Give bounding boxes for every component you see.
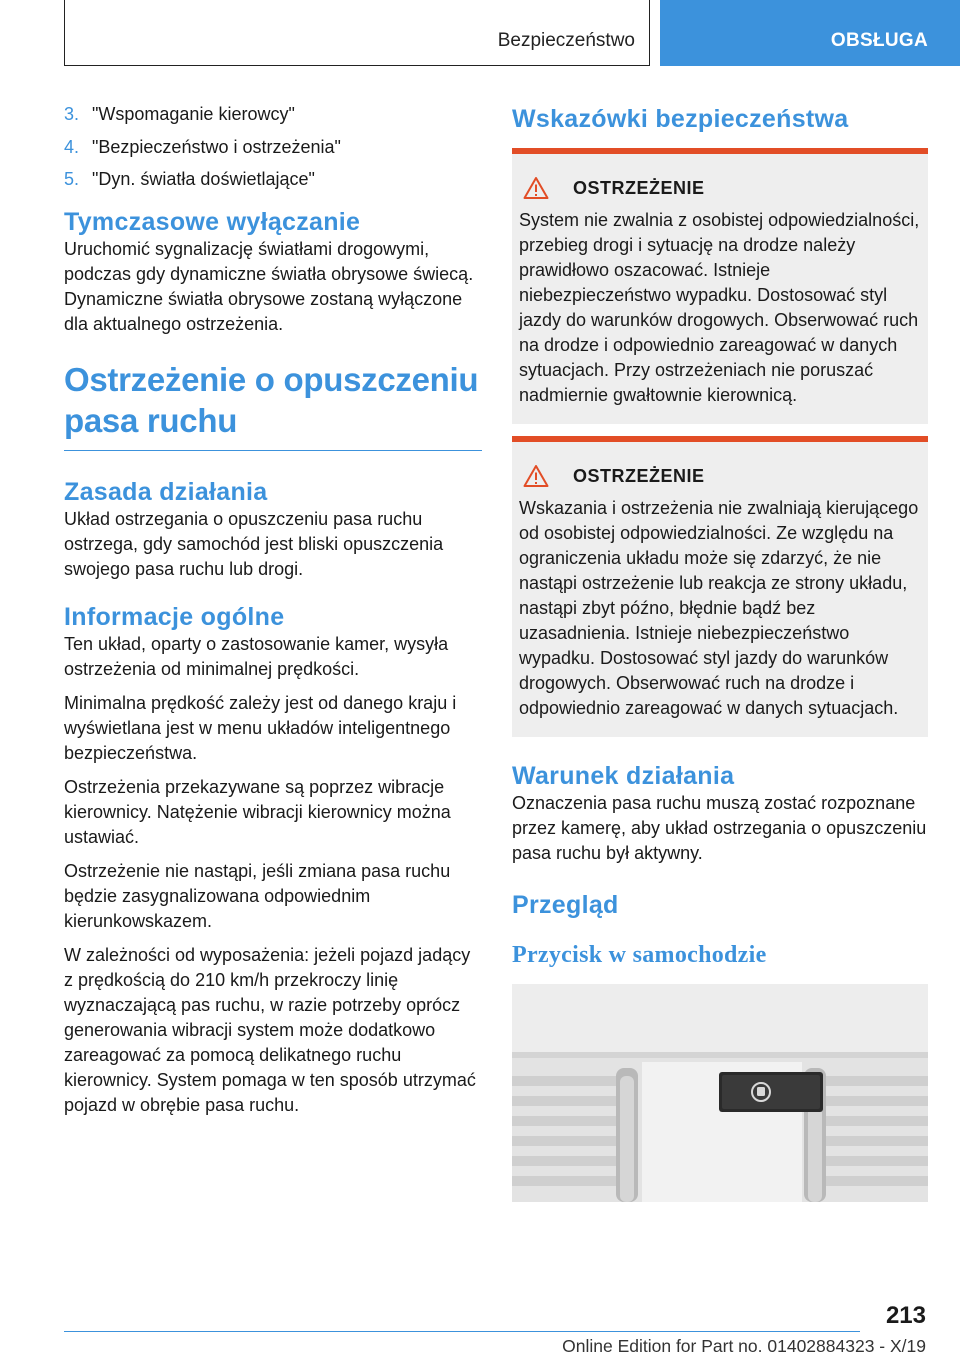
warning-triangle-icon xyxy=(523,464,549,488)
header-chapter-title: OBSŁUGA xyxy=(830,30,928,51)
right-column xyxy=(512,104,928,1202)
paragraph-zasada: Układ ostrzegania o opuszczeniu pasa ruchu ostrzega, gdy samochód jest bliski opuszczenia swojego pasa ruchu lub drogi. xyxy=(64,509,444,579)
footer-edition: Online Edition for Part no. 01402884323 - X/19 xyxy=(562,1336,926,1356)
header-section-tab xyxy=(64,0,650,66)
list-item xyxy=(64,137,482,158)
paragraph-informacje-4: Ostrzeżenie nie nastąpi, jeśli zmiana pasa ruchu będzie zasygnalizowana odpowiednim kierunkowskazem. xyxy=(64,861,451,931)
step-number: 5. xyxy=(64,169,80,189)
warning-text: System nie zwalnia z osobistej odpowiedzialności, przebieg drogi i sytuację na drodze należy prawidłowo oszacować. Istnieje niebezpieczeństwo wypadku. Dostosować styl jazdy do warunków drogowych. Obserwować ruch na drodze i odpowiednio zareagować w danych sytuacjach. Przy ostrzeżeniach nie poruszać nadmiernie gwałtownie kierownicą. xyxy=(519,210,920,405)
warning-header xyxy=(519,462,921,490)
car-button-photo xyxy=(512,984,928,1202)
paragraph-tymczasowe: Uruchomić sygnalizację światłami drogowymi, podczas gdy dynamiczne światła obrysowe świecą. Dynamiczne światła obrysowe zostaną wyłączone dla aktualnego ostrzeżenia. xyxy=(64,239,474,334)
heading-przycisk: Przycisk w samochodzie xyxy=(512,942,767,968)
step-text: "Wspomaganie kierowcy" xyxy=(92,104,295,124)
warning-box-1 xyxy=(512,148,928,424)
paragraph-informacje-2: Minimalna prędkość zależy jest od danego kraju i wyświetlana jest w menu układów inteligentnego bezpieczeństwa. xyxy=(64,693,457,763)
warning-text: Wskazania i ostrzeżenia nie zwalniają kierującego od osobistej odpowiedzialności. Ze względu na ograniczenia układu może się zdarzyć, że nie nastąpi ostrzeżenie lub reakcja ze strony układu, nastąpi zbyt późno, błędnie bądź bez uzasadnienia. Istnieje niebezpieczeństwo wypadku. Dostosować styl jazdy do warunków drogowych. Obserwować ruch na drodze i odpowiednio zareagować w danych sytuacjach. xyxy=(519,498,919,718)
step-number: 3. xyxy=(64,104,80,124)
heading-tymczasowe: Tymczasowe wyłączanie xyxy=(64,208,361,236)
step-number: 4. xyxy=(64,136,80,157)
warning-triangle-icon xyxy=(523,176,549,200)
warning-label: OSTRZEŻENIE xyxy=(573,465,705,486)
page-title: Ostrzeżenie o opuszczeniu pasa ruchu xyxy=(64,361,479,439)
step-text: "Dyn. światła doświetlające" xyxy=(92,169,315,189)
list-item xyxy=(64,104,482,125)
list-item xyxy=(64,169,482,190)
heading-warunek: Warunek działania xyxy=(512,762,735,790)
heading-wskazowki: Wskazówki bezpieczeństwa xyxy=(512,105,849,133)
header-section-title: Bezpieczeństwo xyxy=(497,30,635,51)
step-text: "Bezpieczeństwo i ostrzeżenia" xyxy=(92,136,341,157)
warning-header xyxy=(519,174,921,202)
paragraph-informacje-3: Ostrzeżenia przekazywane są poprzez wibracje kierownicy. Natężenie wibracji kierownicy można ustawiać. xyxy=(64,777,451,847)
page-number: 213 xyxy=(885,1302,926,1329)
heading-informacje: Informacje ogólne xyxy=(64,603,285,631)
title-divider xyxy=(64,450,482,451)
heading-przeglad: Przegląd xyxy=(512,891,619,919)
paragraph-informacje-5: W zależności od wyposażenia: jeżeli pojazd jadący z prędkością do 210 km/h przekroczy linię wyznaczającą pas ruchu, w razie potrzeby oprócz generowania wibracji system może dodatkowo zareagować za pomocą delikatnego ruchu kierownicy. System pomaga w ten sposób utrzymać pojazd w obrębie pasa ruchu. xyxy=(64,945,476,1115)
left-column xyxy=(64,104,482,1118)
warning-box-2 xyxy=(512,436,928,737)
steps-list xyxy=(64,104,482,190)
header-chapter-tab xyxy=(660,0,960,66)
paragraph-warunek: Oznaczenia pasa ruchu muszą zostać rozpoznane przez kamerę, aby układ ostrzegania o opuszczeniu pasa ruchu był aktywny. xyxy=(512,793,927,863)
paragraph-informacje-1: Ten układ, oparty o zastosowanie kamer, wysyła ostrzeżenia od minimalnej prędkości. xyxy=(64,634,449,679)
heading-zasada: Zasada działania xyxy=(64,478,268,506)
warning-label: OSTRZEŻENIE xyxy=(573,177,705,198)
footer-divider xyxy=(64,1331,860,1332)
